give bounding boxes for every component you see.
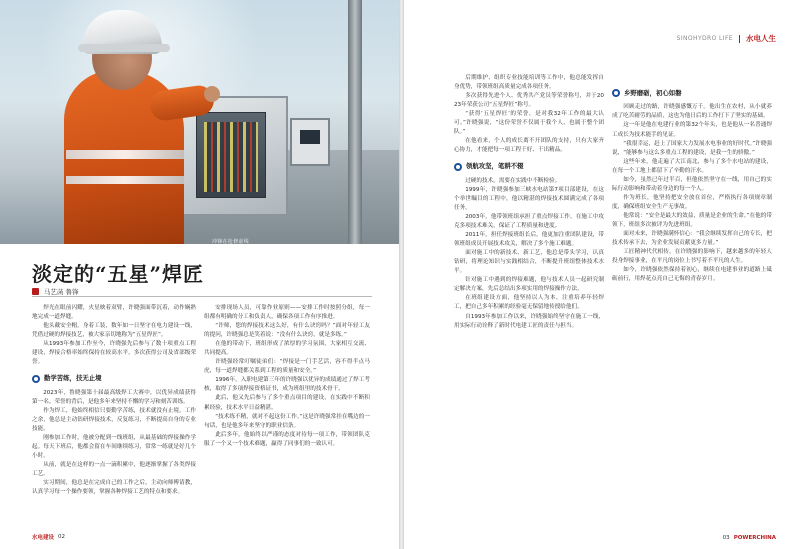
author-name: 马艺菡 鲁锋	[44, 288, 79, 296]
paragraph: 安排现场人员，可靠作业原则——安排工作时按照分组，每一组都有明确的分工和负责人，确保各项工作有序推进。	[204, 305, 370, 321]
section-bullet-icon	[612, 89, 620, 97]
meter-box	[290, 118, 330, 166]
worker-photo	[0, 0, 399, 244]
paragraph: 从前，就是在这样的一点一滴积累中，他逐渐掌握了各类焊接工艺。	[32, 462, 196, 478]
paragraph: 他常说：“安全是最大的效益，质量是企业的生命。”在他的带领下，班组多次被评为先进班组。	[612, 212, 772, 228]
paragraph: 1999年，许晓强参加三峡水电站第7项目部建设，在这个举世瞩目的工程中，他以精湛的焊接技术圆满完成了各项任务。	[454, 186, 604, 211]
paragraph: “获得‘五星焊匠’的荣誉，是对我32年工作的最大认可。”许晓强说，“这份荣誉不仅属于我个人，也属于整个团队。”	[454, 111, 604, 136]
header-divider	[739, 35, 740, 43]
paragraph: 过硬的技术，需要在实践中不断检验。	[465, 177, 561, 184]
steel-pole	[348, 0, 362, 244]
paragraph: 2003年，他带领班组承担了重点焊接工作，在施工中攻克多项技术难关，保证了工程质量和进度。	[454, 213, 604, 230]
paragraph: 回顾走过的路，许晓强感慨万千。他出生在农村，从小就养成了吃苦耐劳的品质，这也为他日后的工作打下了坚实的基础。	[612, 104, 772, 120]
paragraph: 面对未来，许晓强满怀信心：“我会继续发挥自己的专长，把技术传承下去，为企业发展贡献更多力量。”	[612, 231, 772, 247]
section-title: 乡野磨砺，初心如磐	[624, 89, 682, 97]
right-page	[404, 0, 804, 549]
section-title: 勤学苦练，技无止境	[44, 374, 102, 383]
reflective-stripe	[66, 176, 184, 184]
paragraph: 此后多年，他始终以严谨的态度对待每一项工作，带领团队克服了一个又一个技术难题，赢得了同事们的一致认可。	[204, 431, 370, 447]
article-title: 淡定的“五星”焊匠	[32, 262, 205, 286]
magazine-brand: POWERCHINA	[733, 535, 776, 541]
paragraph: 在班组建设方面，他坚持以人为本，注重培养年轻焊工，把自己多年积累的经验毫无保留地传授给他们。	[454, 295, 604, 311]
paragraph: “技术练不精，就对不起这份工作。”这是许晓强常挂在嘴边的一句话，也是他多年来坚守的职业信条。	[204, 413, 370, 429]
title-divider	[32, 296, 372, 297]
section-heading	[612, 88, 772, 98]
byline-marker-icon	[32, 288, 39, 295]
paragraph: 自1993年参加工作以来，许晓强始终坚守在施工一线，用实际行动诠释了新时代电建工匠的责任与担当。	[454, 313, 604, 329]
left-page	[0, 0, 399, 549]
helmet-brim	[78, 44, 170, 52]
left-folio	[32, 533, 65, 541]
paragraph: 后期维护、组织专业技能培训等工作中，他总能发挥自身优势，带领班组高质量完成各项任务。	[454, 75, 604, 91]
section-bullet-icon	[454, 163, 462, 171]
right-folio	[723, 535, 776, 541]
paragraph: 2011年，担任焊接班组长后，他更加注重团队建设，带领班组成员开展技术攻关，解决了多个施工难题。	[454, 232, 604, 248]
paragraph: 多次获得先进个人、优秀共产党员等荣誉称号，并于2023年荣获公司“五星焊匠”称号。	[454, 93, 604, 109]
paragraph: 刚参加工作时，他被分配到一线班组，从最基础的焊接操作学起。每天下班后，他都会留在车间继续练习，常常一练就是好几个小时。	[32, 434, 196, 460]
worker-hand	[204, 86, 220, 102]
paragraph: 在他看来，个人的成长离不开团队的支持，只有大家齐心协力，才能把每一项工程干好、干出精品。	[454, 138, 604, 154]
paragraph: 实习期间，他总是在完成自己的工作之后，主动向师傅请教，认真学习每一个操作要领，掌握各种焊接工艺的特点和要求。	[32, 480, 196, 496]
left-column-2	[204, 304, 370, 526]
paragraph: 作为班长，他坚持把安全放在首位，严格执行各项规章制度，确保班组安全生产无事故。	[612, 194, 772, 210]
section-header-en: SINOHYDRO LIFE	[676, 35, 733, 42]
right-column-2	[612, 88, 772, 526]
section-header	[677, 33, 776, 44]
paragraph: 2023年，鲁晓强第十届最高级焊工大赛中，以优异成绩获得第一名。荣誉的背后，是他多年来坚持不懈的学习和刻苦训练。	[32, 389, 196, 405]
reflective-stripe	[66, 150, 184, 159]
section-header-cn: 水电人生	[746, 34, 776, 43]
paragraph: 焊光在眼前闪耀，火星映着双臂，许晓强面带沉着，动作娴熟地完成一道焊缝。	[32, 305, 196, 321]
section-heading	[454, 161, 604, 171]
paragraph: 这些年来，他走遍了大江南北，参与了多个水电站的建设，在每一个工地上都留下了辛勤的汗水。	[612, 158, 772, 174]
paragraph: 针对施工中遇到的焊接难题，他与技术人员一起研究制定解决方案，先后总结出多项实用的焊接操作方法。	[454, 277, 604, 293]
paragraph: 工匠精神代代相传。在许晓强的影响下，越来越多的年轻人投身焊接事业，在平凡的岗位上书写着不平凡的人生。	[612, 249, 772, 265]
cabinet-wires	[204, 122, 258, 192]
magazine-name: 水电建设	[32, 535, 55, 541]
paragraph: 作为焊工，他始终相信只要勤学苦练，技术就没有止境。工作之余，他总是主动钻研焊接技术，反复练习，不断提高自身的专业技能。	[32, 407, 196, 432]
paragraph: 在他的带动下，班组形成了浓厚的学习氛围，大家相互交流、共同提高。	[204, 341, 370, 357]
section-title: 领航攻坚，笔耕不辍	[466, 162, 524, 171]
paragraph: 他头戴安全帽，身着工装，数年如一日坚守在电力建设一线，凭借过硬的焊接技艺，被大家亲切地称为“五星焊匠”。	[32, 323, 196, 339]
paragraph: 面对施工中的新技术、新工艺，他总是带头学习，认真钻研，将理论知识与实践相结合，不断提升班组整体技术水平。	[454, 250, 604, 275]
paragraph: 如今，许晓强依然保持着初心，继续在电建事业的道路上砥砺前行，用焊花点亮自己无悔的青春岁月。	[612, 267, 772, 283]
paragraph: 许晓强经常叮嘱徒弟们：“焊接是一门手艺活，容不得半点马虎，每一道焊缝都关系到工程的质量和安全。”	[204, 359, 370, 375]
paragraph: 1996年，入职电建第三年的许晓强以优异的成绩通过了焊工考核，取得了多项焊接资格证书，成为班组里的技术骨干。	[204, 377, 370, 393]
right-column-1	[454, 74, 604, 526]
paragraph: “我很幸运，赶上了国家大力发展水电事业的好时代。”许晓强说，“能够参与这么多重点工程的建设，是我一生的骄傲。”	[612, 140, 772, 156]
page-number: 02	[58, 534, 66, 540]
paragraph: 如今，虽然已年过半百，但他依然坚守在一线，用自己的实际行动影响和带动着身边的每一个人。	[612, 176, 772, 192]
byline	[32, 287, 79, 296]
paragraph: 从1993年参加工作至今，许晓强先后参与了数十项重点工程建设，焊接合格率始终保持在较高水平，多次获得公司及省部级荣誉。	[32, 341, 196, 366]
left-column-1	[32, 304, 196, 526]
photo-caption: 冲锋在抢修前线	[212, 239, 250, 244]
paragraph: 此后，他又先后参与了多个重点项目的建设，在实践中不断积累经验，技术水平日益精湛。	[204, 395, 370, 411]
paragraph: “许师，您的焊接技术这么好，有什么诀窍吗？”面对年轻工友的提问，许晓强总是笑着说：“没有什么诀窍，就是多练。”	[204, 323, 370, 339]
section-bullet-icon	[32, 375, 40, 383]
page-number: 03	[722, 535, 730, 541]
paragraph: 这一年是他在电建行业的第32个年头，也是他从一名普通焊工成长为技术能手的见证。	[612, 122, 772, 138]
section-heading	[32, 373, 196, 383]
